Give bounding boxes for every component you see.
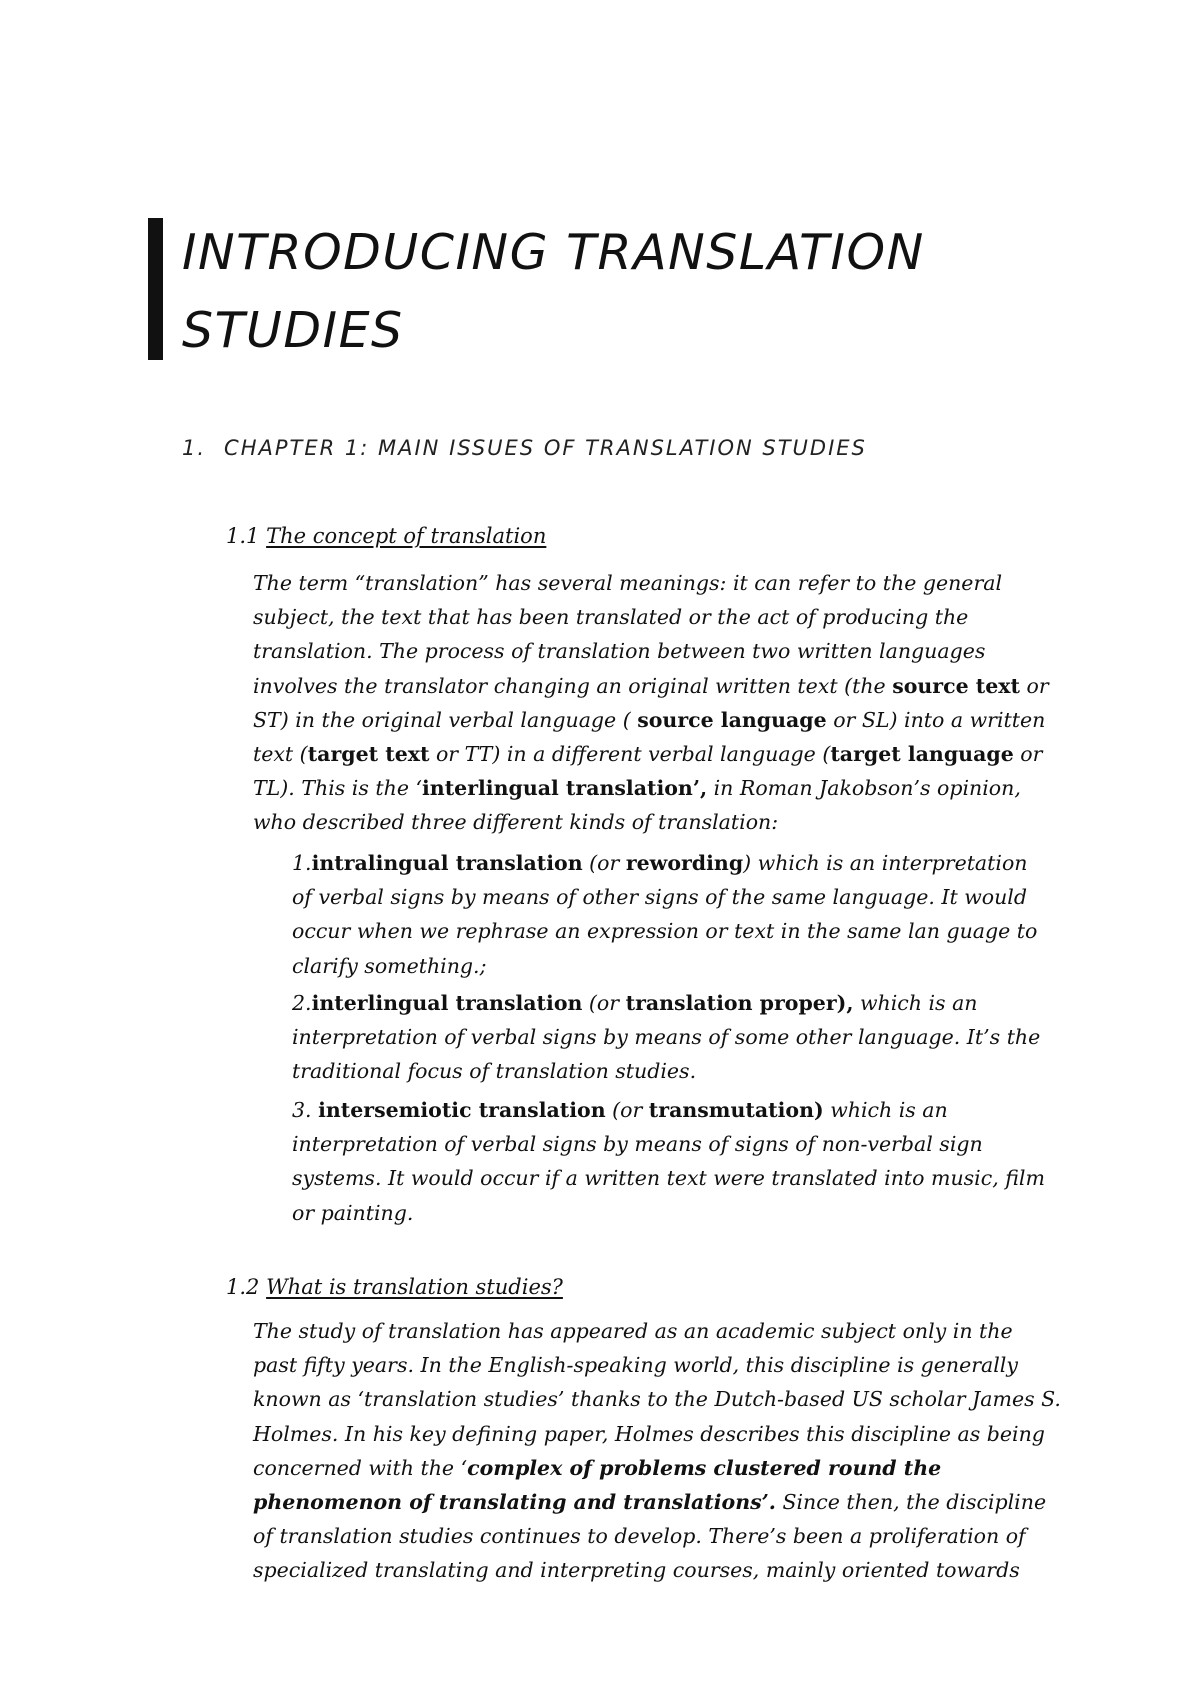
bold-quote: complex of problems clustered round the phenomenon of translating and translations’. [253, 1455, 942, 1515]
list-number: 1. [292, 851, 312, 875]
list-item-interlingual [292, 986, 1052, 1089]
bold-term: intersemiotic translation [318, 1098, 606, 1122]
section-heading-1-2 [226, 1277, 563, 1298]
text-run: or TL). This is the ‘ [253, 742, 1043, 801]
section-heading-1-1 [226, 526, 546, 547]
bold-term: transmutation) [648, 1098, 824, 1122]
document-title-line-2: STUDIES [182, 302, 404, 359]
text-run: The term “translation” has several meanings: it can refer to the general subject, the text that has been translated or the act of producing the translation. The process of translation between two written languages involves the translator changing an original written text (the [253, 571, 1003, 698]
bold-term: target language [830, 742, 1014, 767]
section-number: 1.1 [226, 524, 260, 548]
list-number: 2. [292, 991, 312, 1015]
chapter-label: CHAPTER 1: MAIN ISSUES OF TRANSLATION STUDIES [224, 436, 867, 460]
text-run: which is an interpretation of verbal signs by means of signs of non-verbal sign systems. It would occur if a written text were translated into music, film or painting. [292, 1098, 1045, 1225]
text-run: ) which is an interpretation of verbal signs by means of other signs of the same language. It would occur when we rephrase an expression or text in the same lan guage to clarify something.; [292, 851, 1038, 978]
bold-term: interlingual translation’, [422, 776, 708, 801]
paragraph-what-is-translation-studies [253, 1314, 1063, 1588]
text-run: or TT) in a different verbal language ( [429, 742, 831, 767]
bold-term: intralingual translation [311, 851, 583, 875]
section-label: The concept of translation [266, 524, 547, 548]
text-run: in Roman Jakobson’s opinion, who described three different kinds of translation: [253, 776, 1021, 835]
section-number: 1.2 [226, 1275, 260, 1299]
list-item-intersemiotic [292, 1093, 1052, 1230]
text-run: The study of translation has appeared as an academic subject only in the past fifty years. In the English-speaking world, this discipline is generally known as ‘translation studies’ thanks to the Dutch-based US scholar James S. Holmes. In his key defining paper, Holmes describes this discipline as being concerned with the ‘ [253, 1319, 1061, 1480]
bold-term: rewording [625, 851, 744, 875]
bold-term: translation proper), [625, 991, 854, 1015]
text-run: (or [582, 991, 626, 1015]
text-run: which is an interpretation of verbal signs by means of some other language. It’s the traditional focus of translation studies. [292, 991, 1041, 1084]
paragraph-concept-of-translation [253, 566, 1053, 840]
chapter-heading [182, 438, 867, 459]
text-run: or ST) in the original verbal language ( [253, 673, 1049, 732]
bold-term: target text [307, 742, 430, 767]
bold-term: interlingual translation [311, 991, 583, 1015]
section-label: What is translation studies? [266, 1275, 563, 1299]
text-run: Since then, the discipline of translation studies continues to develop. There’s been a proliferation of specialized translating and interpreting courses, mainly oriented towards [253, 1490, 1047, 1583]
bold-term: source language [637, 707, 827, 732]
text-run: (or [605, 1098, 649, 1122]
list-number: 3. [292, 1098, 319, 1122]
bold-term: source text [892, 673, 1020, 698]
list-item-intralingual [292, 846, 1052, 983]
text-run: or SL) into a written text ( [253, 707, 1046, 767]
document-title-line-1: INTRODUCING TRANSLATION [182, 224, 925, 281]
chapter-number: 1. [182, 436, 207, 460]
text-run: (or [582, 851, 626, 875]
title-accent-bar [148, 218, 163, 360]
